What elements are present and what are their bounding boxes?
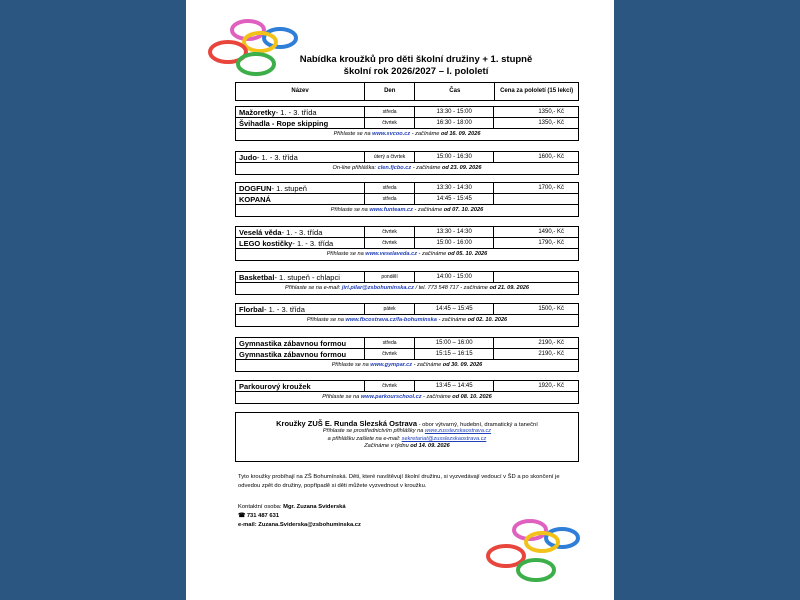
table-row (236, 381, 578, 392)
activity-group (235, 182, 579, 217)
signup-note: Přihlaste se na www.fbcostrava.cz/fa-bohuminska - začínáme od 02. 10. 2026 (306, 317, 508, 323)
title-line-2: školní rok 2026/2027 – I. pololetí (343, 66, 489, 77)
activity-price: 1920,- Kč (538, 383, 564, 389)
contact-phone: ☎ 731 487 631 (238, 513, 280, 519)
activity-time: 15:00 – 16:00 (415, 338, 495, 348)
activity-name: Gymnastika zábavnou formou (236, 349, 365, 359)
table-row (236, 338, 578, 349)
activity-name: LEGO kostičky - 1. - 3. třída (236, 238, 365, 248)
signup-link[interactable]: jiri.pilar@zsbohuminska.cz (341, 285, 414, 291)
activity-name: DOGFUN - 1. stupeň (236, 183, 365, 193)
activity-price: 2190,- Kč (538, 340, 564, 346)
activity-name: Parkourový kroužek (236, 381, 365, 391)
activity-name: KOPANÁ (236, 194, 365, 204)
activity-price (494, 194, 578, 204)
activity-day: středa (365, 338, 415, 348)
activity-group (235, 337, 579, 372)
signup-link[interactable]: www.funteam.cz (369, 207, 413, 213)
activity-price: 1700,- Kč (538, 185, 564, 191)
signup-note: On-line přihláška: clen.fjcbo.cz - začínáme od 23. 09. 2026 (332, 165, 482, 171)
header-name: Název (236, 83, 365, 100)
activity-name: Basketbal - 1. stupeň - chlapci (236, 272, 365, 282)
activity-day: středa (365, 194, 415, 204)
activity-group (235, 106, 579, 141)
activity-price: 1500,- Kč (538, 306, 564, 312)
activity-time: 15:00 - 16:30 (415, 152, 495, 162)
activity-time: 14:00 - 15:00 (415, 272, 495, 282)
zus-line-2: a přihlášku zašlete na e-mail: sekretariat@zusslezskaostrava.cz (327, 435, 487, 442)
zus-web-link[interactable]: www.zusslezskaostrava.cz (424, 428, 492, 434)
start-date: od 16. 09. 2026 (440, 131, 481, 137)
signup-link[interactable]: www.gympar.cz (370, 362, 413, 368)
activity-day: čtvrtek (365, 349, 415, 359)
table-row (236, 107, 578, 118)
activity-price: 1600,- Kč (538, 154, 564, 160)
activity-time: 13:30 - 15:00 (415, 107, 495, 117)
activity-day: středa (365, 183, 415, 193)
header-day: Den (365, 83, 415, 100)
activity-day: úterý a čtvrtek (365, 152, 415, 162)
activity-day: pondělí (365, 272, 415, 282)
activity-time: 15:15 – 16:15 (415, 349, 495, 359)
start-date: od 21. 09. 2026 (489, 285, 529, 291)
activity-name: Gymnastika zábavnou formou (236, 338, 365, 348)
header-price: Cena za pololetí (15 lekcí) (500, 88, 574, 95)
signup-note: Přihlaste se na e-mail: jiri.pilar@zsbohuminska.cz / tel. 773 548 717 - začínáme od 21. 09. 2026 (285, 285, 529, 291)
activity-group (235, 303, 579, 327)
table-row (236, 118, 578, 129)
zus-title: Kroužky ZUŠ E. Runda Slezská Ostrava (276, 419, 418, 428)
colored-rings-bottom-right (482, 518, 592, 588)
start-date: od 23. 09. 2026 (441, 165, 482, 171)
signup-note: Přihlaste se na www.funteam.cz - začínáme od 07. 10. 2026 (330, 207, 484, 213)
activity-name: Mažoretky - 1. - 3. třída (236, 107, 365, 117)
activity-price: 1490,- Kč (538, 229, 564, 235)
table-row (236, 349, 578, 360)
contact-email[interactable]: e-mail: Zuzana.Sviderska@zsbohuminska.cz (238, 522, 361, 528)
signup-link[interactable]: www.fbcostrava.cz/fa-bohuminska (345, 317, 437, 323)
activity-price: 1790,- Kč (538, 240, 564, 246)
start-date: od 30. 09. 2026 (442, 362, 483, 368)
activity-price: 1350,- Kč (538, 109, 564, 115)
activity-time: 13:45 – 14:45 (415, 381, 495, 391)
signup-note: Přihlaste se na www.veselaveda.cz - začínáme od 05. 10. 2026 (326, 251, 488, 257)
flyer-page (186, 0, 614, 600)
table-row (236, 304, 578, 315)
title-line-1: Nabídka kroužků pro děti školní družiny + 1. stupně (299, 54, 533, 65)
table-row (236, 227, 578, 238)
signup-link[interactable]: www.parkourschool.cz (360, 394, 422, 400)
start-date: od 08. 10. 2026 (452, 394, 492, 400)
start-date: od 07. 10. 2026 (443, 207, 484, 213)
activity-name: Florbal - 1. - 3. třída (236, 304, 365, 314)
table-row (236, 272, 578, 283)
activity-price (494, 272, 578, 282)
signup-note: Přihlaste se na www.gympar.cz - začínáme od 30. 09. 2026 (331, 362, 483, 368)
zus-line-1: Přihlaste se prostřednictvím přihlášky na www.zusslezskaostrava.cz (322, 428, 492, 434)
ring-green (518, 560, 554, 580)
activity-time: 14:45 – 15:45 (415, 304, 495, 314)
activity-day: středa (365, 107, 415, 117)
activity-time: 16:30 - 18:00 (415, 118, 495, 128)
signup-note: Přihlaste se na www.svcoo.cz - začínáme od 16. 09. 2026 (333, 131, 481, 137)
zus-line-3: Začínáme v týdnu od 14. 09. 2026 (364, 443, 450, 449)
activity-day: čtvrtek (365, 238, 415, 248)
signup-link[interactable]: clen.fjcbo.cz (377, 165, 412, 171)
activity-group (235, 151, 579, 175)
ring-red (488, 546, 524, 566)
activity-price: 1350,- Kč (538, 120, 564, 126)
footer-note: Tyto kroužky probíhají na ZŠ Bohumínská. Děti, které navštěvují školní družinu, si vyzvedávají vedoucí v ŠD a po skončení je odvedou zpět do družiny, popřípadě si děti můžete vyzvednout v kroužku. (238, 474, 560, 489)
signup-note: Přihlaste se na www.parkourschool.cz - začínáme od 08. 10. 2026 (322, 394, 492, 400)
signup-link[interactable]: www.svcoo.cz (372, 131, 411, 137)
zus-heading (236, 413, 578, 428)
table-header (235, 82, 579, 101)
zus-email-link[interactable]: sekretariat@zusslezskaostrava.cz (401, 435, 487, 442)
activity-name: Švihadla - Rope skipping (236, 118, 365, 128)
activity-day: čtvrtek (365, 381, 415, 391)
ring-blue (546, 529, 578, 547)
activity-price: 2190,- Kč (538, 351, 564, 357)
ring-blue (264, 29, 296, 47)
table-row (236, 152, 578, 163)
activity-day: pátek (365, 304, 415, 314)
activity-time: 14:45 - 15:45 (415, 194, 495, 204)
table-row (236, 183, 578, 194)
zus-box (235, 412, 579, 462)
activity-name: Veselá věda - 1. - 3. třída (236, 227, 365, 237)
activity-group (235, 271, 579, 295)
header-time: Čas (415, 83, 495, 100)
activity-group (235, 380, 579, 404)
activity-day: čtvrtek (365, 227, 415, 237)
activity-name: Judo - 1. - 3. třída (236, 152, 365, 162)
table-row (236, 194, 578, 205)
activity-day: čtvrtek (365, 118, 415, 128)
contact-person: Kontaktní osoba: Mgr. Zuzana Sviderská (238, 504, 346, 510)
signup-link[interactable]: www.veselaveda.cz (365, 251, 417, 257)
activity-group (235, 226, 579, 261)
activity-time: 13:30 - 14:30 (415, 183, 495, 193)
start-date: od 05. 10. 2026 (447, 251, 488, 257)
table-row (236, 238, 578, 249)
activity-time: 15:00 - 16:00 (415, 238, 495, 248)
contact-block (238, 503, 361, 530)
start-date: od 02. 10. 2026 (467, 317, 508, 323)
zus-subtitle: - obor výtvarný, hudební, dramatický a taneční (417, 422, 538, 428)
activity-time: 13:30 - 14:30 (415, 227, 495, 237)
